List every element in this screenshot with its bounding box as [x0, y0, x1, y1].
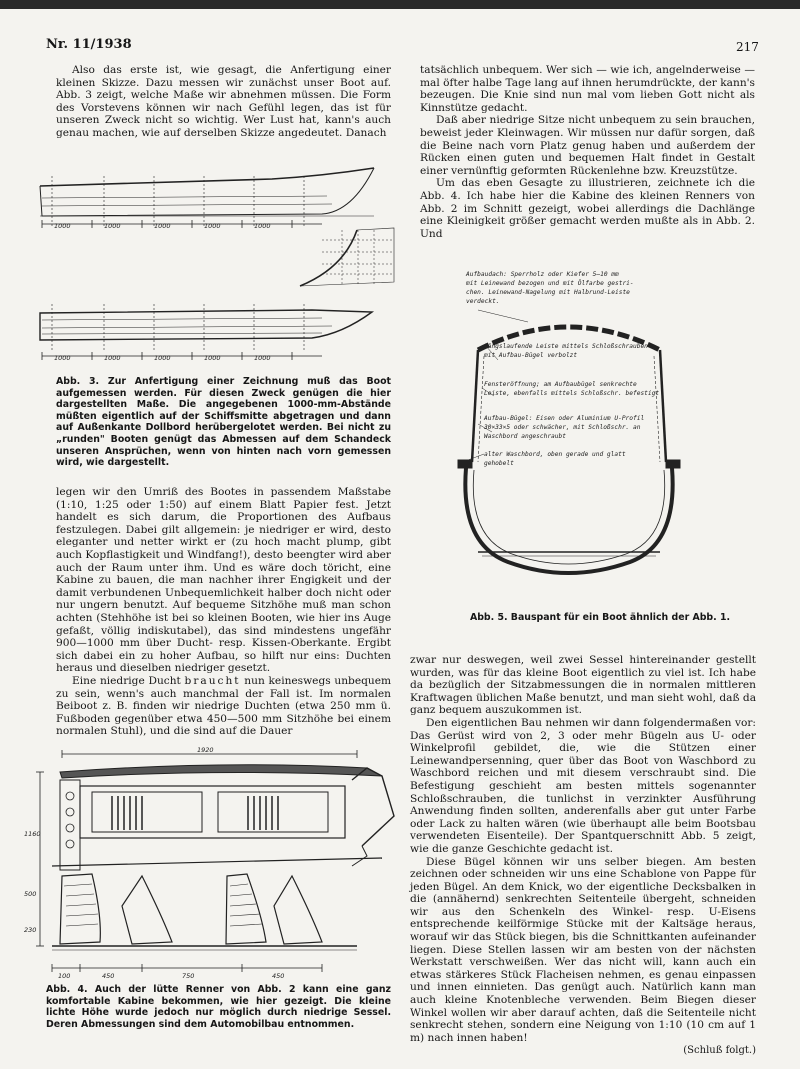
dim-label: 750	[182, 972, 195, 980]
scan-top-edge	[0, 0, 800, 9]
figure-4-caption	[46, 984, 391, 1030]
caption-text: Auch der lütte Renner von Abb. 2 kann eine ganz komfortable Kabine bekommen, wie hier gezeigt. Die kleine lichte Höhe wurde jedoch nur möglich durch niedrige Sessel. Deren Abmessungen sind dem Automobilbau entnommen.	[46, 984, 392, 1030]
annotation: Längslaufende Leiste mittels Schloßschrauben	[484, 343, 648, 350]
col1-mid-text	[56, 486, 391, 738]
dim-label: 1000	[104, 222, 121, 230]
paragraph: legen wir den Umriß des Bootes in passendem Maßstabe (1:10, 1:25 oder 1:50) auf einem Blatt Papier fest. Jetzt handelt es sich darum, die Proportionen des Aufbaus festzulegen. Dabei gilt allgemein: je niedriger er wird, desto eleganter und netter wirkt er (zu hoch macht plump, gibt auch Kopflastigkeit und Windfang!), desto beengter wird aber auch der Raum unter ihm. Und es wäre doch töricht, eine Kabine zu bauen, die man nachher ihrer Engigkeit und der damit verbundenen Unbequemlichkeit halber doch nicht oder nur ungern benutzt. Auf bequeme Sitzhöhe muß man schon achten (Stehhöhe ist bei so kleinen Booten, wie hier ins Auge gefaßt, völlig indiskutabel), das sind mindestens ungefähr 900—1000 mm über Ducht- resp. Kissen-Oberkante. Ergibt sich dabei ein zu hoher Aufbau, so hilft nur eins: Duchten heraus und dieselben niedriger gesetzt.	[56, 486, 391, 675]
annotation: Waschbord angeschraubt	[484, 433, 566, 440]
paragraph: zwar nur deswegen, weil zwei Sessel hintereinander gestellt wurden, was für das kleine Boot eigentlich zu viel ist. Ich habe da bezüglich der Sitzabmessungen die in normalen mittleren Kraftwagen üblichen Maße benutzt, und man sieht wohl, daß da ganz bequem auszukommen ist.	[410, 654, 757, 717]
col1-top-text	[56, 64, 391, 140]
dim-label: 1000	[204, 222, 221, 230]
col2-top-text	[420, 64, 755, 240]
dim-label: 1000	[54, 354, 71, 362]
dim-label: 1000	[154, 354, 171, 362]
page-number: 217	[736, 40, 759, 54]
figure-5-caption	[440, 612, 760, 624]
paragraph: Also das erste ist, wie gesagt, die Anfertigung einer kleinen Skizze. Dazu messen wir zunächst unser Boot auf. Abb. 3 zeigt, welche Maße wir abnehmen müssen. Die Form des Vorstevens können wir nach Gefühl legen, das ist für unseren Zweck nicht so wichtig. Wer Lust hat, kann's auch genau machen, wie auf derselben Skizze angedeutet. Danach	[56, 64, 391, 139]
annotation: Aufbaudach: Sperrholz oder Kiefer 5–10 mm	[466, 271, 619, 278]
dim-label: 1000	[154, 222, 171, 230]
annotation: 30×33×5 oder schwächer, mit Schloßschr. an	[484, 424, 641, 431]
figure-3-caption	[56, 376, 391, 469]
issue-number: Nr. 11/1938	[46, 37, 132, 52]
figure-3-boat-measurement	[22, 158, 417, 370]
dim-label: 1000	[204, 354, 221, 362]
continuation-note: (Schluß folgt.)	[683, 1045, 756, 1057]
dim-label: 230	[24, 926, 37, 934]
dim-label: 1920	[197, 746, 214, 754]
dim-label: 450	[272, 972, 285, 980]
annotation: chen. Leinewand-Nagelung mit Halbrund-Leiste	[466, 289, 630, 296]
paragraph: Daß aber niedrige Sitze nicht unbequem zu sein brauchen, beweist jeder Kleinwagen. Wir müssen nur dafür sorgen, daß die Beine nach vorn Platz genug haben und außerdem der Rücken einen guten und bequemen Halt findet in Gestalt einer vernünftig geformten Rückenlehne bzw. Kreuzstütze.	[420, 114, 755, 177]
dim-label: 1000	[104, 354, 121, 362]
annotation: mit Leinewand bezogen und mit Ölfarbe gestri-	[466, 280, 634, 287]
dim-label: 100	[58, 972, 71, 980]
caption-text: Zur Anfertigung einer Zeichnung muß das Boot aufgemessen werden. Für diesen Zweck genügen die hier dargestellten Maße. Die angegebenen 1000-mm-Abstände müßten eigentlich auf der Schiffsmitte abgetragen und dann auf Außenkante Dollbord herübergelotet werden. Bei nicht zu „runden" Booten genügt das Abmessen auf dem Schandeck unseren Ansprüchen, wenn von hinten nach vorn gemessen wird, wie dargestellt.	[56, 376, 391, 469]
dim-label: 1160	[24, 830, 41, 838]
dim-label: 1000	[254, 354, 271, 362]
annotation: mit Aufbau-Bügel verbolzt	[484, 352, 578, 359]
annotation: gehobelt	[484, 460, 514, 467]
caption-label: Abb. 4.	[46, 984, 88, 995]
dim-label: 1000	[54, 222, 71, 230]
annotation: verdeckt.	[466, 298, 500, 305]
annotation: alter Waschbord, oben gerade und glatt	[484, 451, 626, 458]
paragraph: tatsächlich unbequem. Wer sich — wie ich, angelnderweise — mal öfter halbe Tage lang auf ihnen herumdrückte, der kann's bezeugen. Die Knie sind nun mal vom lieben Gott nicht als Kinnstütze gedacht.	[420, 64, 755, 114]
caption-label: Abb. 5.	[469, 612, 508, 623]
paragraph: Eine niedrige Ducht braucht nun keineswegs unbequem zu sein, wenn's auch manchmal der Fall ist. Im normalen Beiboot z. B. finden wir niedrige Duchten (etwa 250 mm ü. Fußboden gegenüber etwa 450—500 mm Sitzhöhe bei einem normalen Stuhl), und die sind auf die Dauer	[56, 674, 392, 738]
col2-bottom-text	[410, 654, 756, 1058]
dim-label: 500	[24, 890, 37, 898]
paragraph: Diese Bügel können wir uns selber biegen. Am besten zeichnen oder schneiden wir uns eine Schablone von Pappe für jeden Bügel. An dem Knick, wo der eigentliche Decksbalken in die (annähernd) senkrechten Seitenteile übergeht, schneiden wir aus den Schenkeln des Winkel- resp. U-Eisens entsprechende keilförmige Stücke mit der Kaltsäge heraus, worauf wir das Stück biegen, bis die Schnittkanten aufeinander liegen. Diese Stellen lassen wir am besten von der nächsten Werkstatt verschweißen. Wer das nicht will, kann auch ein etwas stärkeres Stück Flacheisen nehmen, es genau einpassen und innen einnieten. Das genügt auch. Natürlich kann man auch kleine Knotenbleche verwenden. Beim Biegen dieser Winkel wollen wir aber darauf achten, daß die Seitenteile nicht senkrecht stehen, sondern eine Neigung von 1:10 (10 cm auf 1 m) nach innen haben!	[410, 855, 756, 1044]
dim-label: 450	[102, 972, 115, 980]
figure-4-cabin-section	[22, 746, 402, 980]
caption-text: Bauspant für ein Boot ähnlich der Abb. 1.	[510, 612, 731, 623]
annotation: Fensteröffnung; am Aufbaubügel senkrechte	[484, 381, 637, 388]
paragraph: Den eigentlichen Bau nehmen wir dann folgendermaßen vor: Das Gerüst wird von 2, 3 oder mehr Bügeln aus U- oder Winkelprofil gebildet, die, wie die Stützen einer Leinewandpersenning, quer über das Boot von Waschbord zu Waschbord reichen und mit diesem verschraubt sind. Die Befestigung geschieht am besten mittels sogenannter Schloßschrauben, die tunlichst in verzinkter Ausführung Anwendung finden sollten, anderenfalls aber gut unter Farbe oder Lack zu halten wären (wie überhaupt alle beim Bootsbau verwendeten Eisenteile). Der Spantquerschnitt Abb. 5 zeigt, wie die ganze Geschichte gedacht ist.	[410, 716, 756, 855]
caption-label: Abb. 3.	[56, 376, 100, 387]
figure-5-frame-section	[438, 264, 708, 604]
dim-label: 1000	[254, 222, 271, 230]
annotation: Aufbau-Bügel: Eisen oder Aluminium U-Profil	[484, 415, 645, 422]
annotation: Leiste, ebenfalls mittels Schloßschr. befestigt	[484, 390, 660, 397]
paragraph: Um das eben Gesagte zu illustrieren, zeichnete ich die Abb. 4. Ich habe hier die Kabine des kleinen Renners von Abb. 2 im Schnitt gezeigt, wobei allerdings die Dachlänge eine Kleinigkeit größer gemacht werden mußte als in Abb. 2. Und	[420, 177, 755, 240]
